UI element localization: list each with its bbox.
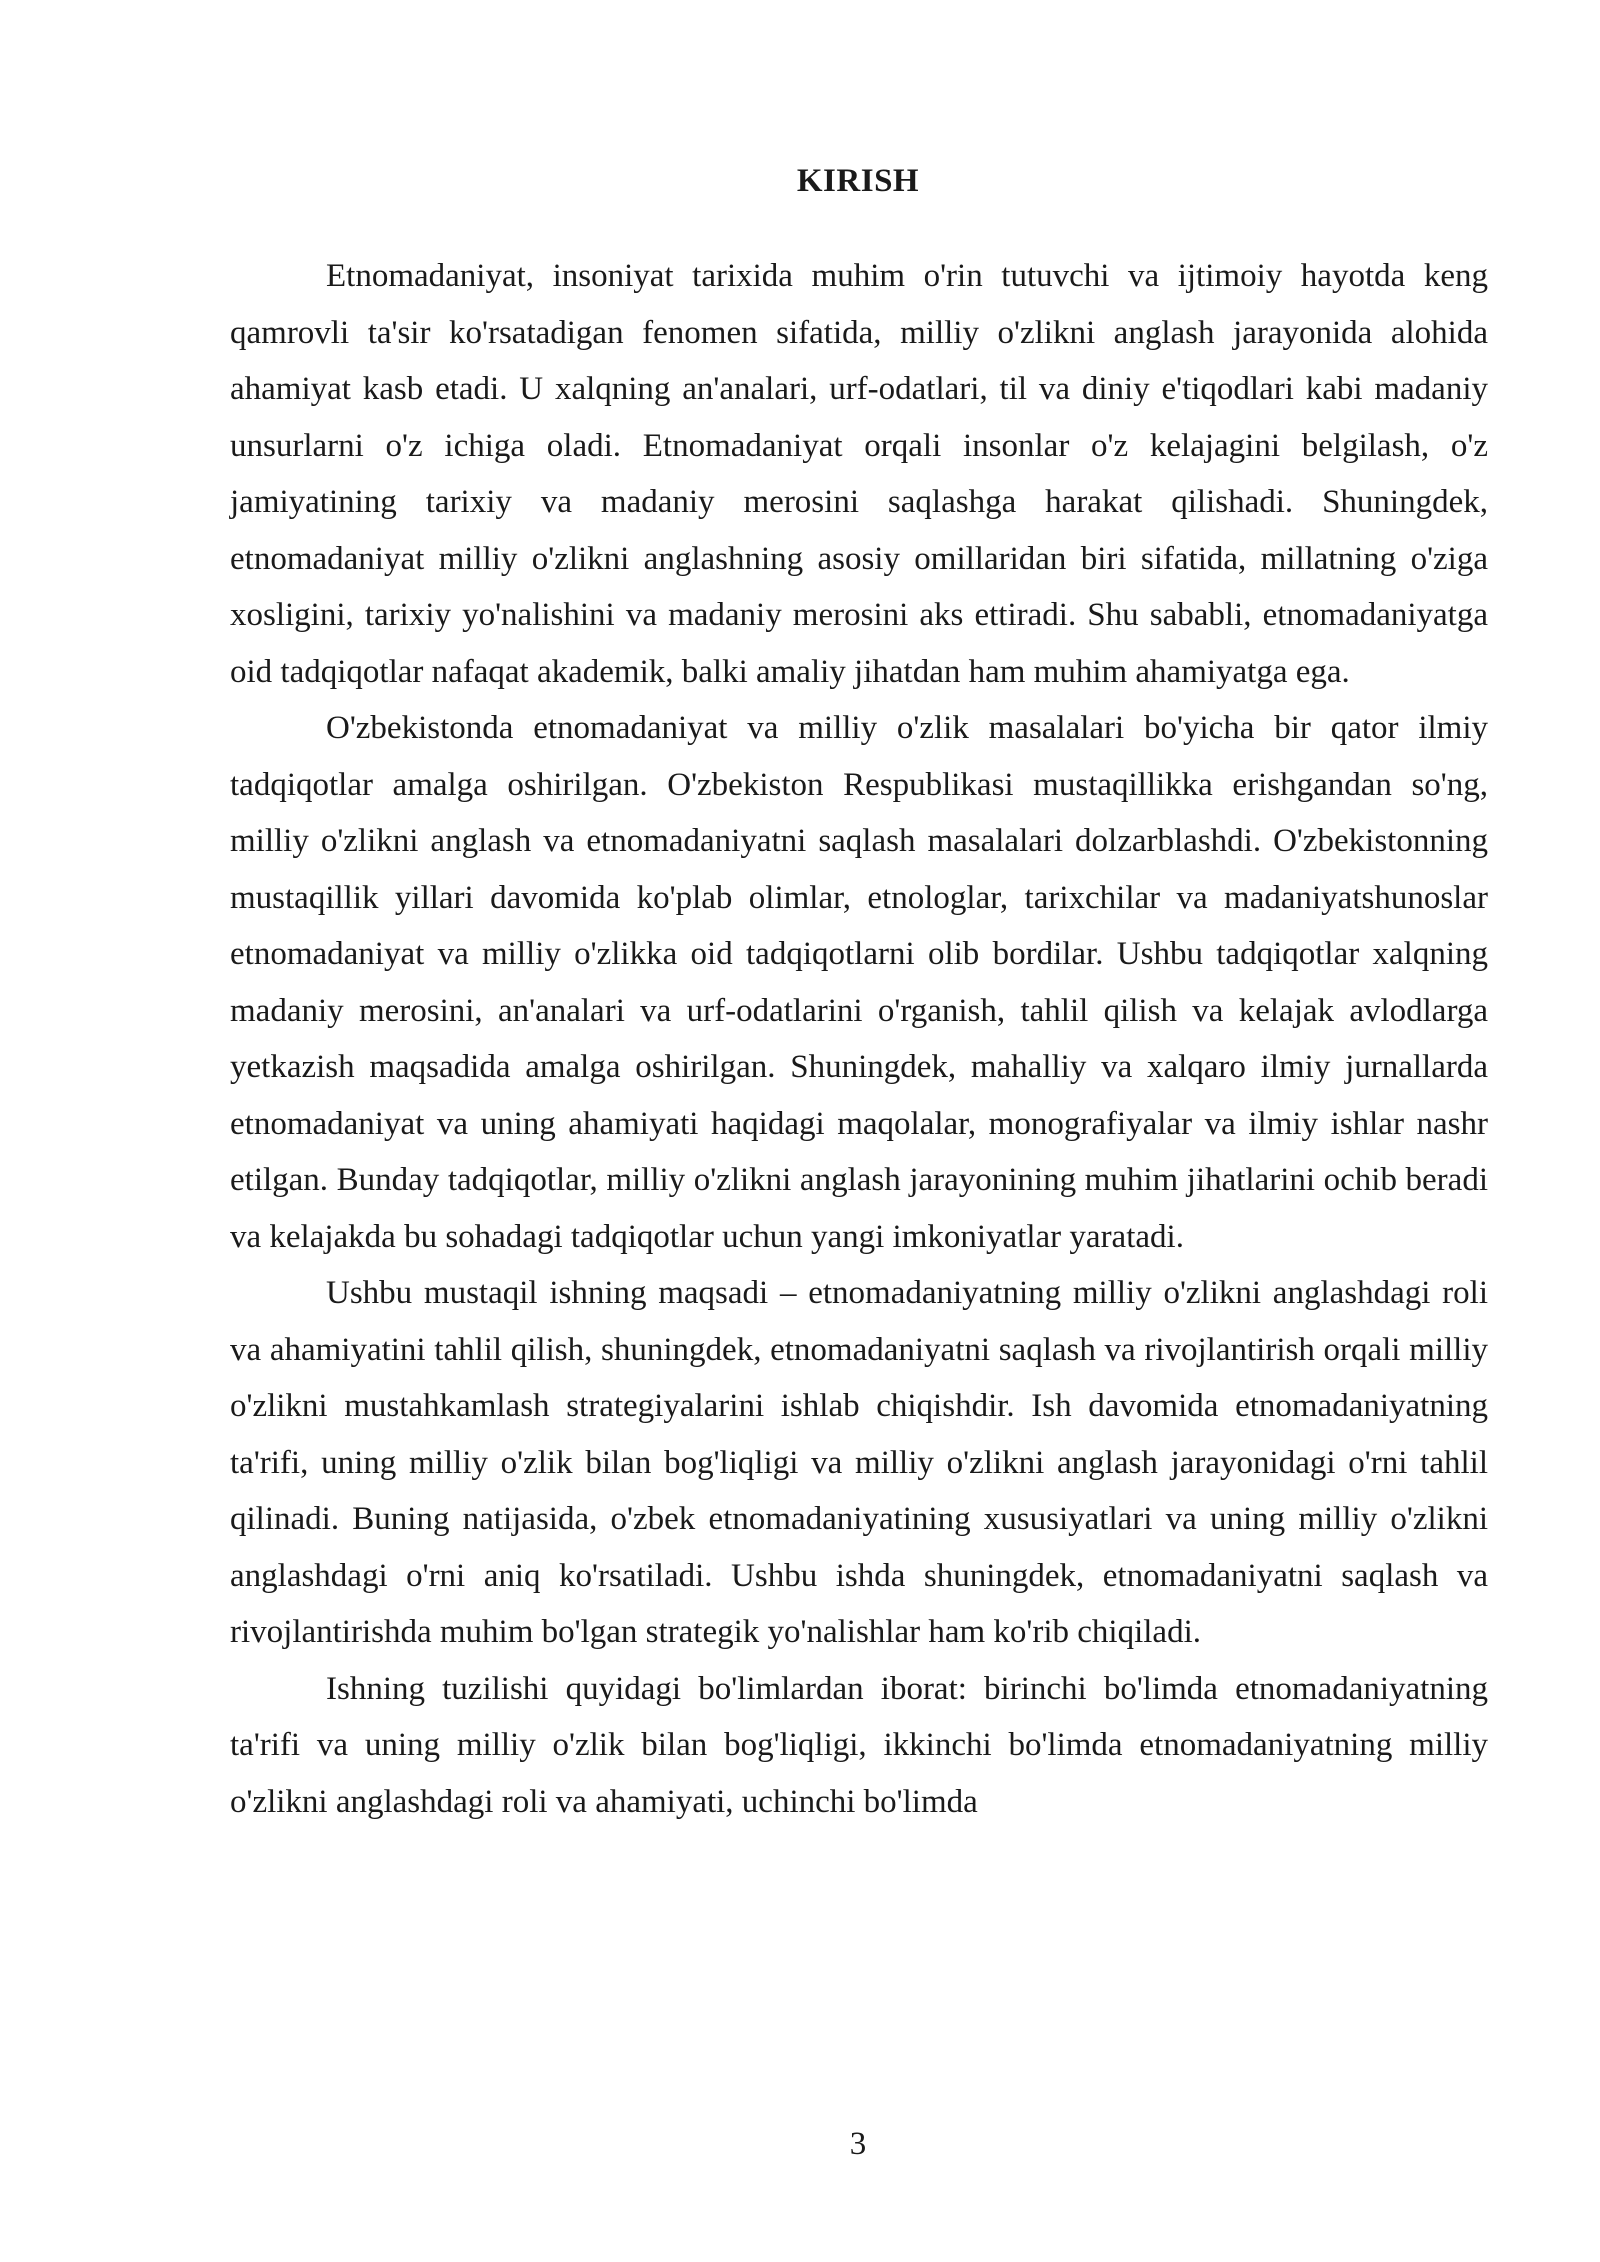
paragraph: Etnomadaniyat, insoniyat tarixida muhim o'rin tutuvchi va ijtimoiy hayotda keng qamrovli ta'sir ko'rsatadigan fenomen sifatida, milliy o'zlikni anglash jarayonida alohida ahamiyat kasb etadi. U xalqning an'analari, urf-odatlari, til va diniy e'tiqodlari kabi madaniy unsurlarni o'z ichiga oladi. Etnomadaniyat orqali insonlar o'z kelajagini belgilash, o'z jamiyatining tarixiy va madaniy merosini saqlashga harakat qilishadi. Shuningdek, etnomadaniyat milliy o'zlikni anglashning asosiy omillaridan biri sifatida, millatning o'ziga xosligini, tarixiy yo'nalishini va madaniy merosini aks ettiradi. Shu sababli, etnomadaniyatga oid tadqiqotlar nafaqat akademik, balki amaliy jihatdan ham muhim ahamiyatga ega. (230, 258, 1488, 690)
paragraph: Ushbu mustaqil ishning maqsadi – etnomadaniyatning milliy o'zlikni anglashdagi roli va ahamiyatini tahlil qilish, shuningdek, etnomadaniyatni saqlash va rivojlantirish orqali milliy o'zlikni mustahkamlash strategiyalarini ishlab chiqishdir. Ish davomida etnomadaniyatning ta'rifi, uning milliy o'zlik bilan bog'liqligi va milliy o'zlikni anglash jarayonidagi o'rni tahlil qilinadi. Buning natijasida, o'zbek etnomadaniyatining xususiyatlari va uning milliy o'zlikni anglashdagi o'rni aniq ko'rsatiladi. Ushbu ishda shuningdek, etnomadaniyatni saqlash va rivojlantirishda muhim bo'lgan strategik yo'nalishlar ham ko'rib chiqiladi. (230, 1275, 1488, 1650)
paragraph: O'zbekistonda etnomadaniyat va milliy o'zlik masalalari bo'yicha bir qator ilmiy tadqiqotlar amalga oshirilgan. O'zbekiston Respublikasi mustaqillikka erishgandan so'ng, milliy o'zlikni anglash va etnomadaniyatni saqlash masalalari dolzarblashdi. O'zbekistonning mustaqillik yillari davomida ko'plab olimlar, etnologlar, tarixchilar va madaniyatshunoslar etnomadaniyat va milliy o'zlikka oid tadqiqotlarni olib bordilar. Ushbu tadqiqotlar xalqning madaniy merosini, an'analari va urf-odatlarini o'rganish, tahlil qilish va kelajak avlodlarga yetkazish maqsadida amalga oshirilgan. Shuningdek, mahalliy va xalqaro ilmiy jurnallarda etnomadaniyat va uning ahamiyati haqidagi maqolalar, monografiyalar va ilmiy ishlar nashr etilgan. Bunday tadqiqotlar, milliy o'zlikni anglash jarayonining muhim jihatlarini ochib beradi va kelajakda bu sohadagi tadqiqotlar uchun yangi imkoniyatlar yaratadi. (230, 710, 1488, 1255)
page-number: 3 (849, 2126, 867, 2162)
section-heading: KIRISH (796, 163, 920, 199)
paragraph: Ishning tuzilishi quyidagi bo'limlardan iborat: birinchi bo'limda etnomadaniyatning ta'rifi va uning milliy o'zlik bilan bog'liqligi, ikkinchi bo'limda etnomadaniyatning milliy o'zlikni anglashdagi roli va ahamiyati, uchinchi bo'limda (230, 1670, 1488, 1820)
body-text (230, 248, 1488, 1830)
